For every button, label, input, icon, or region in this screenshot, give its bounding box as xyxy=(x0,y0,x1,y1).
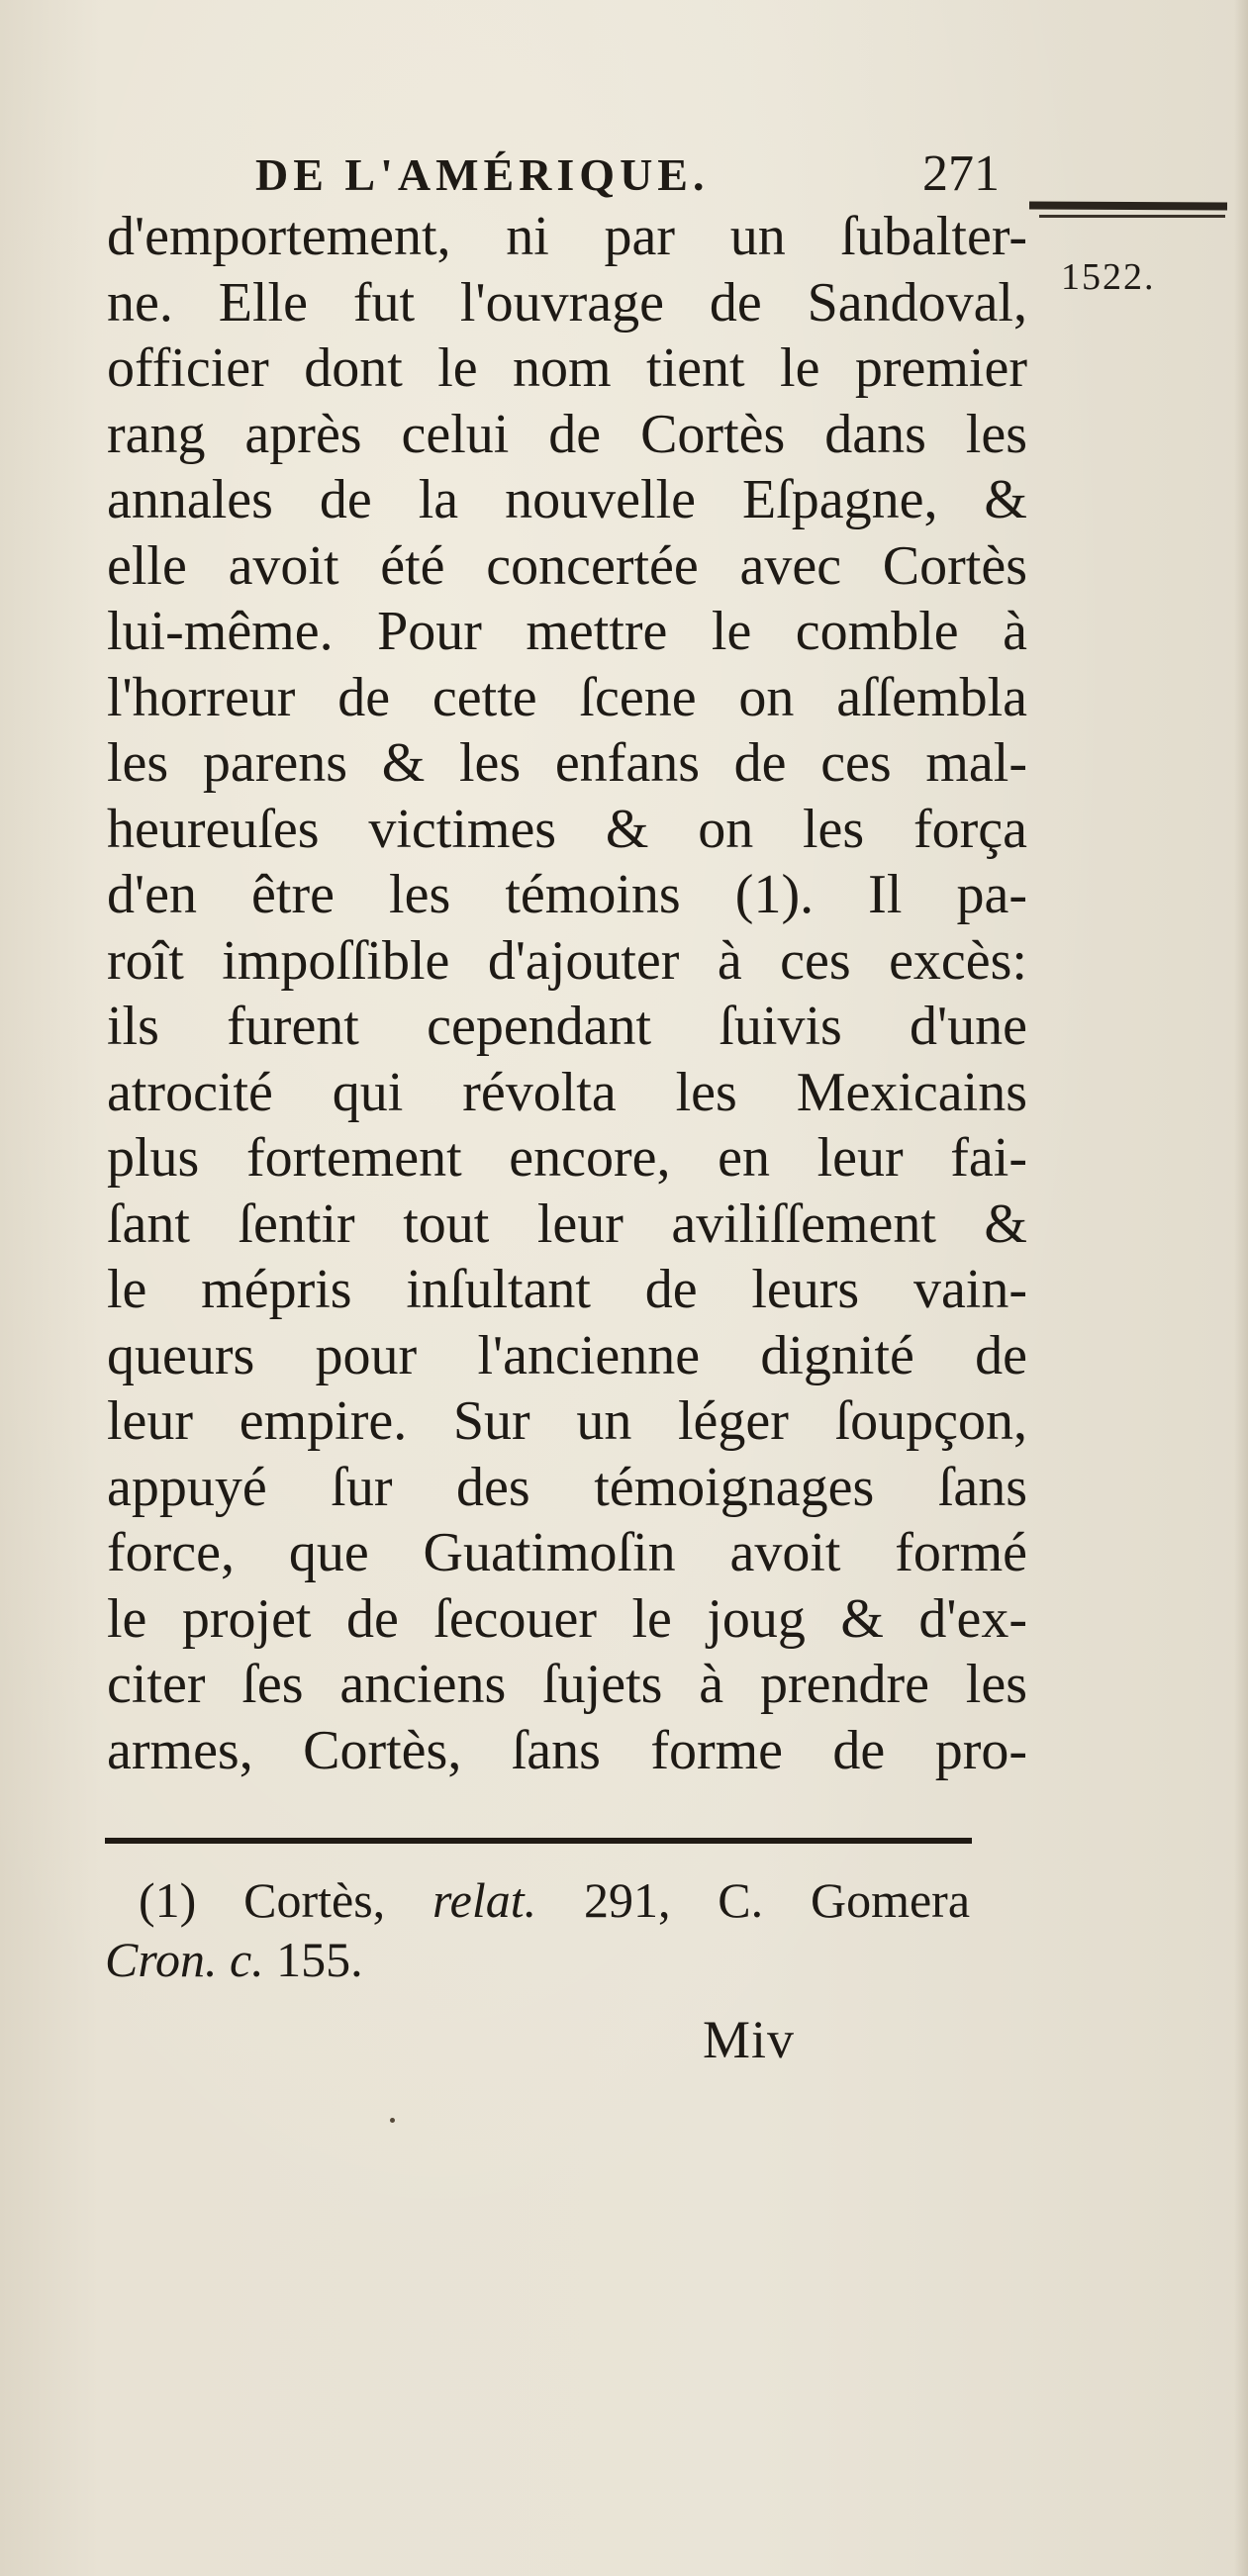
margin-rule xyxy=(1029,201,1227,210)
text-line: le mépris inſultant de leurs vain- xyxy=(107,1259,1027,1320)
text-line: citer ſes anciens ſujets à prendre les xyxy=(107,1654,1027,1715)
footnote-line xyxy=(105,1930,970,1989)
footnote-italic: relat. xyxy=(432,1872,537,1928)
footnote-text: (1) Cortès, xyxy=(139,1872,433,1928)
footnote xyxy=(105,1870,971,1989)
page-edge-shadow xyxy=(1234,0,1248,2576)
text-line: ſant ſentir tout leur aviliſſement & xyxy=(107,1193,1027,1255)
text-line: appuyé ſur des témoignages ſans xyxy=(107,1456,1027,1518)
text-line: leur empire. Sur un léger ſoupçon, xyxy=(107,1390,1027,1452)
text-line: le projet de ſecouer le joug & d'ex- xyxy=(107,1587,1027,1650)
page-number: 271 xyxy=(922,145,1000,202)
text-line: rang après celui de Cortès dans les xyxy=(107,403,1027,465)
text-line: lui-même. Pour mettre le comble à xyxy=(107,601,1027,662)
footnote-text: 291, C. Gomera xyxy=(536,1872,971,1928)
footnote-text: 155. xyxy=(263,1932,363,1987)
text-line: roît impoſſible d'ajouter à ces excès: xyxy=(107,929,1027,992)
text-line: les parens & les enfans de ces mal- xyxy=(107,732,1027,794)
text-line: heureuſes victimes & on les força xyxy=(107,798,1027,860)
margin-rule-thin xyxy=(1039,215,1225,218)
text-line: elle avoit été concertée avec Cortès xyxy=(107,534,1027,597)
text-line: queurs pour l'ancienne dignité de xyxy=(107,1324,1027,1386)
text-line: armes, Cortès, ſans forme de pro- xyxy=(107,1719,1027,1781)
footnote-italic: Cron. c. xyxy=(105,1932,264,1987)
text-line: d'en être les témoins (1). Il pa- xyxy=(107,864,1027,925)
running-head: DE L'AMÉRIQUE. xyxy=(255,149,710,200)
text-line: d'emportement, ni par un ſubalter- xyxy=(107,206,1027,267)
footnote-line xyxy=(139,1870,970,1930)
paper-speck xyxy=(390,2118,395,2123)
text-line: atrocité qui révolta les Mexicains xyxy=(107,1061,1027,1123)
text-line: ils furent cependant ſuivis d'une xyxy=(107,996,1027,1057)
margin-year-note: 1522. xyxy=(1061,256,1156,298)
text-line: plus fortement encore, en leur fai- xyxy=(107,1127,1027,1189)
text-line: l'horreur de cette ſcene on aſſembla xyxy=(107,666,1027,728)
text-line: ne. Elle fut l'ouvrage de Sandoval, xyxy=(107,271,1027,334)
text-line: annales de la nouvelle Eſpagne, & xyxy=(107,469,1027,530)
text-line: force, que Guatimoſin avoit formé xyxy=(107,1522,1027,1583)
body-text xyxy=(107,204,1027,1783)
signature-mark: Miv xyxy=(703,2010,796,2069)
text-line: officier dont le nom tient le premier xyxy=(107,337,1027,399)
footnote-rule xyxy=(105,1838,972,1844)
